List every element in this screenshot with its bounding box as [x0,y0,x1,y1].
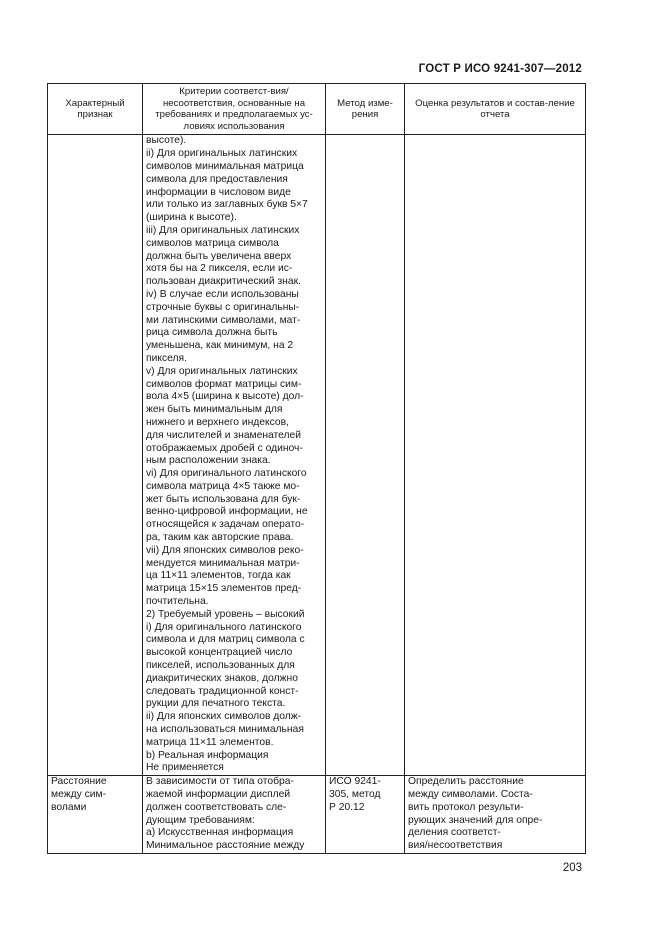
text-line: символа матрица 4×5 также мо- [146,480,300,492]
text-line: относящейся к задачам операто- [146,519,305,531]
text-line: на использоваться минимальная [146,724,304,736]
requirements-table [47,83,586,854]
text-line: ца 11×11 элементов, тогда как [146,570,291,582]
method-cell [326,135,405,776]
text-line: строчные буквы с оригинальны- [146,301,300,313]
text-line: жаемой информации дисплей [146,789,291,801]
text-line: жет быть использована для бук- [146,493,301,505]
criteria-cell [143,776,326,854]
text-line: v) Для оригинальных латинских [146,365,298,377]
column-header-method: Метод изме-рения [326,84,405,135]
evaluation-cell [405,776,586,854]
text-line: 2) Требуемый уровень – высокий [146,608,305,620]
text-line: В зависимости от типа отобра- [146,776,294,788]
text-line: между сим- [51,789,107,801]
text-line: iv) В случае если использованы [146,288,299,300]
text-line: дующим требованиям: [146,814,255,826]
text-line: (ширина к высоте). [146,212,237,224]
text-line: деления соответст- [408,827,501,839]
feature-cell [48,776,143,854]
text-line: пикселей, использованных для [146,660,295,672]
column-header-feature: Характерный признак [48,84,143,135]
text-line: Расстояние [51,776,107,788]
text-line: следовать традиционной конст- [146,685,299,697]
text-line: уменьшена, как минимум, на 2 [146,340,294,352]
criteria-cell [143,135,326,776]
column-header-evaluation: Оценка результатов и состав-ление отчета [405,84,586,135]
text-line: почтительна. [146,596,209,608]
text-line: вола 4×5 (ширина к высоте) дол- [146,391,304,403]
text-line: для числителей и знаменателей [146,429,302,441]
text-line: матрица 15×15 элементов пред- [146,583,302,595]
document-code: ГОСТ Р ИСО 9241-307—2012 [418,63,582,75]
text-line: символа для предоставления [146,173,288,185]
text-line: ii) Для японских символов долж- [146,711,302,723]
text-line: матрица 11×11 элементов. [146,736,274,748]
table-header-row [48,84,586,135]
text-line: iii) Для оригинальных латинских [146,224,300,236]
text-line: жен быть минимальным для [146,404,283,416]
text-line: волами [51,801,87,813]
text-line: высокой концентрацией число [146,647,293,659]
text-line: между символами. Соста- [408,789,533,801]
text-line: vi) Для оригинального латинского [146,468,307,480]
text-line: венно-цифровой информации, не [146,506,308,518]
text-line: ра, таким как авторские права. [146,532,294,544]
text-line: пользован диакритический знак. [146,276,301,288]
text-line: b) Реальная информация [146,749,269,761]
text-line: Минимальное расстояние между [146,840,305,852]
text-line: 305, метод [329,789,381,801]
text-line: символов минимальная матрица [146,160,304,172]
text-line: рукции для печатного текста. [146,698,286,710]
text-line: информации в числовом виде [146,186,291,198]
text-line: символов матрица символа [146,237,279,249]
text-line: пикселя. [146,352,187,364]
text-line: рица символа должна быть [146,327,278,339]
text-line: ИСО 9241- [329,776,381,788]
text-line: или только из заглавных букв 5×7 [146,199,308,211]
text-line: ным расположении знака. [146,455,271,467]
text-line: символа и для матриц символа с [146,634,305,646]
text-line: должна быть увеличена вверх [146,250,292,262]
feature-cell [48,135,143,776]
text-line: вия/несоответствия [408,840,503,852]
text-line: мендуется минимальная матри- [146,557,300,569]
text-line: ми латинскими символами, мат- [146,314,301,326]
text-line: отображаемых дробей с одиноч- [146,442,303,454]
text-line: Р 20.12 [329,801,365,813]
method-cell [326,776,405,854]
text-line: ii) Для оригинальных латинских [146,148,298,160]
text-line: вить протокол результи- [408,801,524,813]
text-line: Не применяется [146,762,224,774]
evaluation-cell [405,135,586,776]
text-line: рующих значений для опре- [408,814,543,826]
text-line: Определить расстояние [408,776,524,788]
text-line: высоте). [146,135,187,147]
text-line: нижнего и верхнего индексов, [146,416,289,428]
page-number: 203 [562,862,582,874]
text-line: должен соответствовать сле- [146,801,287,813]
text-line: а) Искусственная информация [146,827,294,839]
text-line: символов формат матрицы сим- [146,378,302,390]
column-header-criteria: Критерии соответст-вия/несоответствия, основанные на требованиях и предполагаемых ус-ловиях использования [143,84,326,135]
text-line: i) Для оригинального латинского [146,621,302,633]
table-row [48,135,586,776]
table-row [48,776,586,854]
text-line: диакритических знаков, должно [146,672,298,684]
text-line: vii) Для японских символов реко- [146,544,304,556]
text-line: хотя бы на 2 пикселя, если ис- [146,263,293,275]
